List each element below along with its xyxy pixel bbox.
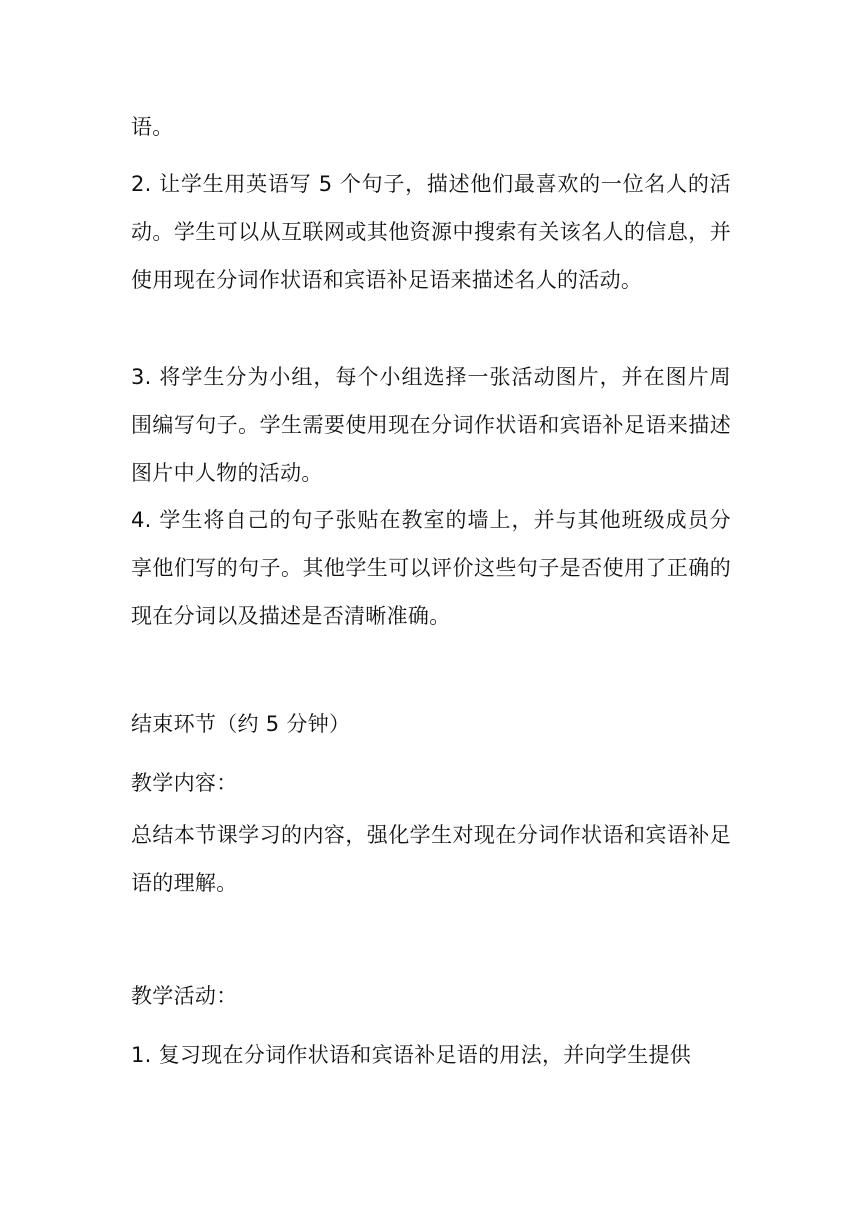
activity-label: 教学活动：: [131, 984, 238, 1008]
content-label: 教学内容：: [131, 771, 238, 795]
list-item: 1. 复习现在分词作状语和宾语补足语的用法，并向学生提供: [131, 1043, 692, 1067]
list-item: 3. 将学生分为小组，每个小组选择一张活动图片，并在图片周围编写句子。学生需要使用现在分词作状语和宾语补足语来描述图片中人物的活动。: [131, 365, 731, 485]
list-item: 2. 让学生用英语写 5 个句子，描述他们最喜欢的一位名人的活动。学生可以从互联网或其他资源中搜索有关该名人的信息，并使用现在分词作状语和宾语补足语来描述名人的活动。: [131, 172, 731, 292]
continued-text: 语。: [131, 115, 174, 139]
list-item: 4. 学生将自己的句子张贴在教室的墙上，并与其他班级成员分享他们写的句子。其他学生可以评价这些句子是否使用了正确的现在分词以及描述是否清晰准确。: [131, 508, 731, 628]
section-heading: 结束环节（约 5 分钟）: [131, 712, 351, 736]
content-text: 总结本节课学习的内容，强化学生对现在分词作状语和宾语补足语的理解。: [131, 823, 731, 895]
